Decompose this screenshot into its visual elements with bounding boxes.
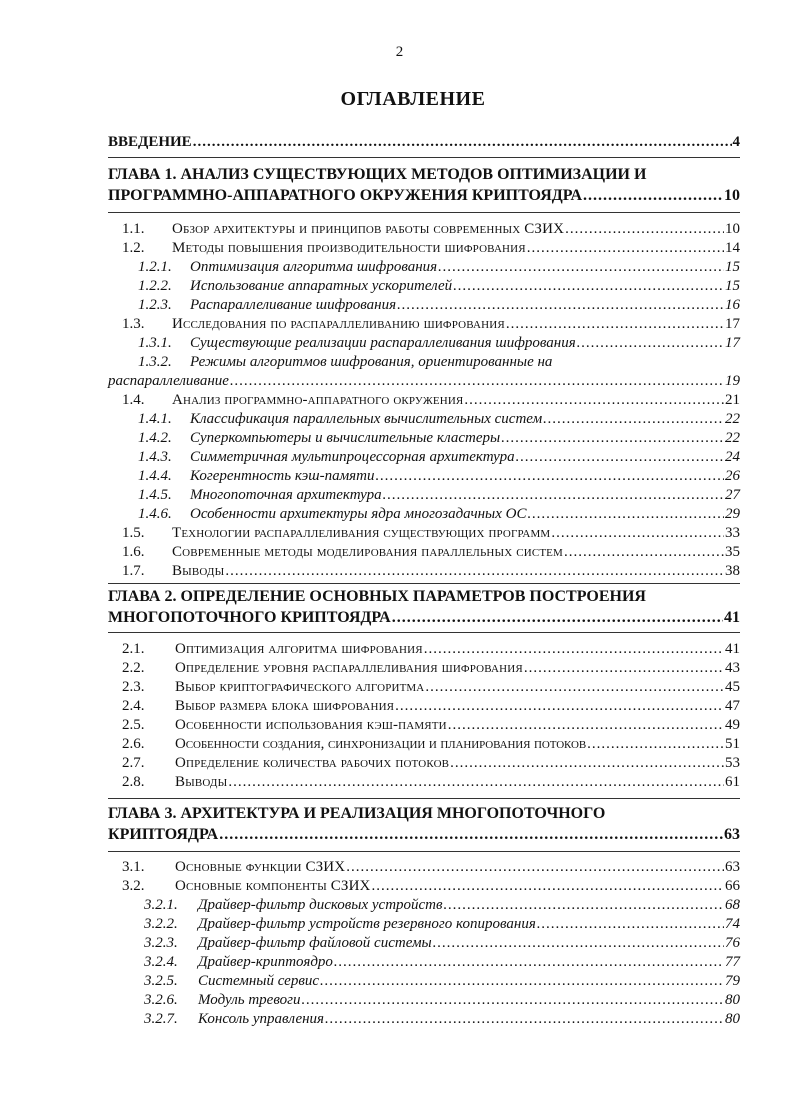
toc-chapter-3[interactable] xyxy=(108,803,740,845)
section-title: Методы повышения производительности шифрования xyxy=(172,240,526,256)
chapter-3-sections xyxy=(108,858,740,1029)
section-number: 3.2.1. xyxy=(144,897,178,913)
toc-leader xyxy=(587,735,724,754)
toc-leader xyxy=(230,372,724,391)
toc-entry[interactable] xyxy=(108,640,740,659)
section-number: 1.4.4. xyxy=(138,468,172,484)
section-title: Суперкомпьютеры и вычислительные кластеры xyxy=(190,430,501,446)
toc-leader xyxy=(453,277,724,296)
toc-leader xyxy=(425,678,724,697)
toc-entry[interactable] xyxy=(108,258,740,277)
toc-leader xyxy=(325,1010,724,1029)
toc-page-number: 66 xyxy=(725,878,740,894)
divider xyxy=(108,851,740,852)
chapter-2-sections xyxy=(108,640,740,792)
toc-leader xyxy=(228,773,724,792)
toc-leader xyxy=(501,429,724,448)
section-number: 1.3. xyxy=(122,316,145,332)
toc-page-number: 19 xyxy=(725,373,740,389)
divider xyxy=(108,157,740,158)
toc-page-number: 22 xyxy=(725,411,740,427)
toc-leader xyxy=(372,877,724,896)
section-title: Существующие реализации распараллеливания шифрования xyxy=(190,335,576,351)
toc-entry[interactable] xyxy=(108,1010,740,1029)
toc-entry[interactable] xyxy=(108,220,740,239)
section-title: Симметричная мультипроцессорная архитектура xyxy=(190,449,515,465)
toc-leader xyxy=(193,133,732,152)
section-number: 1.2.3. xyxy=(138,297,172,313)
toc-entry[interactable] xyxy=(108,953,740,972)
toc-entry[interactable] xyxy=(108,467,740,486)
toc-page-number: 80 xyxy=(725,992,740,1008)
toc-leader xyxy=(577,334,724,353)
section-number: 1.4.3. xyxy=(138,449,172,465)
section-number: 3.2.3. xyxy=(144,935,178,951)
toc-leader xyxy=(225,562,724,581)
chapter-1-sections xyxy=(108,220,740,581)
toc-page-number: 51 xyxy=(725,736,740,752)
toc-page-number: 43 xyxy=(725,660,740,676)
section-number: 1.7. xyxy=(122,563,145,579)
section-title: Оптимизация алгоритма шифрования xyxy=(190,259,438,275)
section-title: Технологии распараллеливания существующих программ xyxy=(172,525,551,541)
section-number: 2.4. xyxy=(122,698,145,714)
section-title: Определение количества рабочих потоков xyxy=(175,755,450,771)
toc-page-number: 4 xyxy=(732,134,740,150)
toc-leader xyxy=(302,991,724,1010)
section-number: 2.8. xyxy=(122,774,145,790)
toc-page-number: 27 xyxy=(725,487,740,503)
section-number: 3.2.6. xyxy=(144,992,178,1008)
section-number: 2.2. xyxy=(122,660,145,676)
toc-entry[interactable] xyxy=(108,735,740,754)
toc-entry[interactable] xyxy=(108,524,740,543)
toc-leader xyxy=(516,448,724,467)
toc-page-number: 49 xyxy=(725,717,740,733)
section-number: 1.4.2. xyxy=(138,430,172,446)
section-title: Обзор архитектуры и принципов работы современных СЗИХ xyxy=(172,221,565,237)
toc-page-number: 63 xyxy=(724,826,740,843)
toc-page-number: 15 xyxy=(725,259,740,275)
section-title: Анализ программно-аппаратного окружения xyxy=(172,392,464,408)
chapter-title-line1: ГЛАВА 2. ОПРЕДЕЛЕНИЕ ОСНОВНЫХ ПАРАМЕТРОВ ПОСТРОЕНИЯ xyxy=(108,588,646,605)
toc-entry[interactable] xyxy=(108,877,740,896)
toc-entry[interactable] xyxy=(108,391,740,410)
toc-entry[interactable] xyxy=(108,915,740,934)
toc-page-number: 35 xyxy=(725,544,740,560)
section-number: 1.4. xyxy=(122,392,145,408)
toc-chapter-1[interactable] xyxy=(108,164,740,206)
section-title: Определение уровня распараллеливания шифрования xyxy=(175,660,523,676)
page-title: ОГЛАВЛЕНИЕ xyxy=(340,88,486,110)
toc-leader xyxy=(448,716,724,735)
section-title: Выводы xyxy=(175,774,228,790)
section-number: 2.3. xyxy=(122,679,145,695)
toc-page-number: 76 xyxy=(725,935,740,951)
page-number: 2 xyxy=(395,44,404,60)
section-title: Драйвер-фильтр файловой системы xyxy=(198,935,432,951)
toc-page-number: 10 xyxy=(724,187,740,204)
section-title: Многопоточная архитектура xyxy=(190,487,382,503)
section-title: Классификация параллельных вычислительных систем xyxy=(190,411,543,427)
toc-entry-label: ВВЕДЕНИЕ xyxy=(108,134,192,150)
section-number: 1.1. xyxy=(122,221,145,237)
toc-entry[interactable] xyxy=(108,896,740,915)
section-number: 2.6. xyxy=(122,736,145,752)
chapter-title-line2: ПРОГРАММНО-АППАРАТНОГО ОКРУЖЕНИЯ КРИПТОЯДРА xyxy=(108,187,583,204)
section-number: 3.2. xyxy=(122,878,145,894)
toc-page-number: 17 xyxy=(725,335,740,351)
toc-page-number: 38 xyxy=(725,563,740,579)
section-title: Распараллеливание шифрования xyxy=(190,297,397,313)
toc-chapter-2[interactable] xyxy=(108,586,740,628)
toc-leader xyxy=(537,915,724,934)
toc-entry[interactable] xyxy=(108,239,740,258)
toc-entry[interactable] xyxy=(108,858,740,877)
toc-leader xyxy=(438,258,724,277)
toc-leader xyxy=(433,934,724,953)
toc-page-number: 61 xyxy=(725,774,740,790)
toc-page-number: 21 xyxy=(725,392,740,408)
chapter-title-line2: МНОГОПОТОЧНОГО КРИПТОЯДРА xyxy=(108,609,391,626)
section-number: 1.3.1. xyxy=(138,335,172,351)
section-number: 1.4.5. xyxy=(138,487,172,503)
section-title: Режимы алгоритмов шифрования, ориентированные на xyxy=(190,354,553,370)
toc-entry[interactable] xyxy=(108,334,740,353)
section-title: Драйвер-криптоядро xyxy=(198,954,333,970)
toc-page-number: 41 xyxy=(725,641,740,657)
toc-entry[interactable] xyxy=(108,486,740,505)
toc-leader xyxy=(450,754,724,773)
divider xyxy=(108,583,740,584)
toc-page-number: 41 xyxy=(724,609,740,626)
section-number: 1.4.6. xyxy=(138,506,172,522)
toc-entry[interactable] xyxy=(108,505,740,524)
section-title: Особенности создания, синхронизации и планирования потоков xyxy=(175,736,587,752)
section-title: Системный сервис xyxy=(198,973,319,989)
section-number: 3.2.7. xyxy=(144,1011,178,1027)
section-title: Выводы xyxy=(172,563,225,579)
toc-page-number: 10 xyxy=(725,221,740,237)
toc-leader xyxy=(444,896,724,915)
toc-page-number: 26 xyxy=(725,468,740,484)
section-title: Особенности архитектуры ядра многозадачных ОС xyxy=(190,506,527,522)
section-number: 3.2.4. xyxy=(144,954,178,970)
section-title: Основные компоненты СЗИХ xyxy=(175,878,371,894)
section-title: Драйвер-фильтр дисковых устройств xyxy=(198,897,443,913)
toc-page-number: 14 xyxy=(725,240,740,256)
toc-leader xyxy=(551,524,724,543)
section-number: 2.7. xyxy=(122,755,145,771)
toc-leader xyxy=(583,185,723,206)
toc-entry[interactable] xyxy=(108,991,740,1010)
toc-entry[interactable] xyxy=(108,678,740,697)
section-title: Современные методы моделирования параллельных систем xyxy=(172,544,563,560)
toc-page-number: 24 xyxy=(725,449,740,465)
toc-page-number: 29 xyxy=(725,506,740,522)
toc-entry[interactable] xyxy=(108,934,740,953)
chapter-title-line2: КРИПТОЯДРА xyxy=(108,826,219,843)
toc-leader xyxy=(334,953,724,972)
toc-leader xyxy=(527,505,724,524)
toc-page-number: 15 xyxy=(725,278,740,294)
section-title: Консоль управления xyxy=(198,1011,325,1027)
toc-leader xyxy=(506,315,724,334)
section-title: Особенности использования кэш-памяти xyxy=(175,717,447,733)
toc-entry[interactable] xyxy=(108,697,740,716)
toc-entry[interactable] xyxy=(108,277,740,296)
toc-leader xyxy=(395,697,724,716)
section-number: 1.4.1. xyxy=(138,411,172,427)
toc-leader xyxy=(524,659,724,678)
section-number: 2.1. xyxy=(122,641,145,657)
toc-leader xyxy=(424,640,724,659)
toc-entry[interactable] xyxy=(108,296,740,315)
toc-leader xyxy=(397,296,724,315)
toc-entry[interactable] xyxy=(108,543,740,562)
toc-leader xyxy=(565,220,724,239)
section-number: 1.2. xyxy=(122,240,145,256)
chapter-title-line1: ГЛАВА 3. АРХИТЕКТУРА И РЕАЛИЗАЦИЯ МНОГОПОТОЧНОГО xyxy=(108,805,606,822)
toc-leader xyxy=(392,607,723,628)
toc-entry[interactable] xyxy=(108,716,740,735)
toc-page-number: 77 xyxy=(725,954,740,970)
toc-leader xyxy=(527,239,724,258)
toc-leader xyxy=(383,486,724,505)
toc-leader xyxy=(464,391,724,410)
toc-page-number: 45 xyxy=(725,679,740,695)
toc-leader xyxy=(564,543,724,562)
toc-entry-intro[interactable] xyxy=(108,133,740,153)
toc-entry[interactable] xyxy=(108,448,740,467)
section-number: 3.2.5. xyxy=(144,973,178,989)
section-title: Исследования по распараллеливанию шифрования xyxy=(172,316,505,332)
divider xyxy=(108,212,740,213)
section-number: 2.5. xyxy=(122,717,145,733)
toc-page-number: 74 xyxy=(725,916,740,932)
toc-entry[interactable] xyxy=(108,315,740,334)
toc-page-number: 53 xyxy=(725,755,740,771)
toc-entry-wrapped[interactable] xyxy=(108,353,740,391)
toc-entry[interactable] xyxy=(108,659,740,678)
section-title: Выбор криптографического алгоритма xyxy=(175,679,425,695)
toc-leader xyxy=(543,410,724,429)
divider xyxy=(108,798,740,799)
toc-entry[interactable] xyxy=(108,410,740,429)
section-number: 3.2.2. xyxy=(144,916,178,932)
divider xyxy=(108,632,740,633)
toc-leader xyxy=(346,858,724,877)
section-title: Основные функции СЗИХ xyxy=(175,859,346,875)
section-title: Драйвер-фильтр устройств резервного копирования xyxy=(198,916,536,932)
toc-leader xyxy=(320,972,724,991)
toc-page-number: 16 xyxy=(725,297,740,313)
toc-leader xyxy=(375,467,724,486)
toc-entry[interactable] xyxy=(108,562,740,581)
section-title: Использование аппаратных ускорителей xyxy=(190,278,453,294)
toc-page-number: 80 xyxy=(725,1011,740,1027)
section-title: Модуль тревоги xyxy=(198,992,301,1008)
section-title: Оптимизация алгоритма шифрования xyxy=(175,641,423,657)
toc-entry[interactable] xyxy=(108,773,740,792)
toc-page-number: 33 xyxy=(725,525,740,541)
toc-leader xyxy=(219,824,723,845)
toc-page-number: 68 xyxy=(725,897,740,913)
section-title: Когерентность кэш-памяти xyxy=(190,468,375,484)
section-number: 1.2.2. xyxy=(138,278,172,294)
section-number: 3.1. xyxy=(122,859,145,875)
section-number: 1.3.2. xyxy=(138,354,172,370)
toc-page-number: 47 xyxy=(725,698,740,714)
table-of-contents xyxy=(108,131,740,1029)
toc-entry[interactable] xyxy=(108,972,740,991)
toc-entry[interactable] xyxy=(108,754,740,773)
toc-entry[interactable] xyxy=(108,429,740,448)
section-title: Выбор размера блока шифрования xyxy=(175,698,395,714)
section-number: 1.6. xyxy=(122,544,145,560)
chapter-title-line1: ГЛАВА 1. АНАЛИЗ СУЩЕСТВУЮЩИХ МЕТОДОВ ОПТИМИЗАЦИИ И xyxy=(108,166,647,183)
toc-page-number: 63 xyxy=(725,859,740,875)
section-number: 1.5. xyxy=(122,525,145,541)
section-number: 1.2.1. xyxy=(138,259,172,275)
toc-page-number: 17 xyxy=(725,316,740,332)
section-title-continued: распараллеливание xyxy=(108,373,229,389)
toc-page-number: 79 xyxy=(725,973,740,989)
toc-page-number: 22 xyxy=(725,430,740,446)
